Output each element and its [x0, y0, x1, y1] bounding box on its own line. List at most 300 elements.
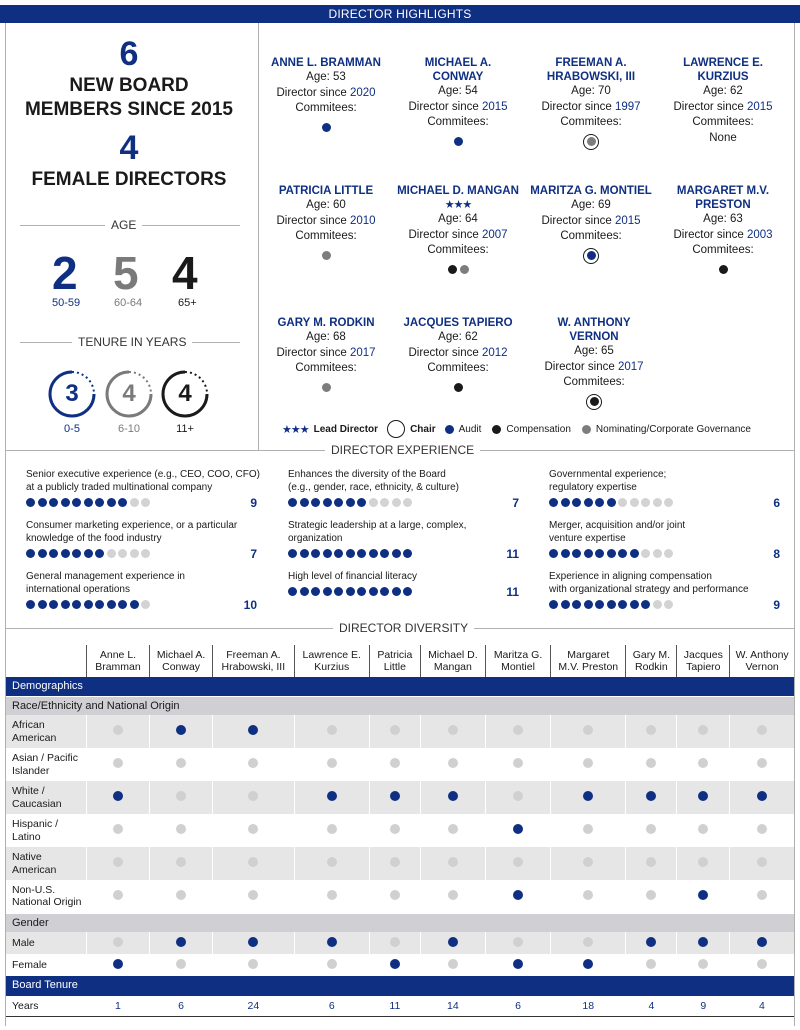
director-card-kurzius [653, 56, 793, 146]
empty-dot-icon [646, 725, 656, 735]
director-committees-label: Commitees: [563, 376, 625, 388]
director-age: Age: 62 [438, 331, 478, 343]
filled-dot-icon [49, 498, 58, 507]
filled-dot-icon [346, 587, 355, 596]
table-cell [730, 880, 794, 913]
table-cell [86, 880, 149, 913]
experience-dot-bar [26, 498, 260, 507]
filled-dot-icon [584, 600, 593, 609]
director-committees-label: Commitees: [295, 362, 357, 374]
experience-label: at a publicly traded multinational company [26, 482, 213, 493]
column-header [86, 645, 149, 677]
table-cell [677, 715, 730, 748]
table-cell [626, 814, 677, 847]
filled-dot-icon [646, 937, 656, 947]
experience-count: 7 [250, 547, 257, 561]
empty-dot-icon [327, 725, 337, 735]
row-label-line: Islander [12, 764, 50, 777]
filled-dot-icon [95, 600, 104, 609]
table-cell [369, 880, 420, 913]
legend-nominating-label: Nominating/Corporate Governance [595, 423, 751, 435]
experience-item [549, 570, 749, 609]
filled-dot-icon [176, 937, 186, 947]
filled-dot-icon [698, 791, 708, 801]
experience-label: Consumer marketing experience, or a particular [26, 520, 238, 531]
column-header [626, 645, 677, 677]
table-cell [730, 748, 794, 781]
column-header-line: Bramman [95, 661, 141, 673]
empty-dot-icon [583, 725, 593, 735]
table-cell [213, 715, 294, 748]
empty-dot-icon [327, 758, 337, 768]
empty-dot-icon [390, 857, 400, 867]
filled-dot-icon [607, 498, 616, 507]
column-header-line: Margaret [567, 648, 610, 661]
row-label-line: Latino [12, 830, 41, 843]
chair-ring-icon [586, 394, 602, 410]
empty-dot-icon [513, 758, 523, 768]
filled-dot-icon [49, 549, 58, 558]
director-age: Age: 53 [306, 71, 346, 83]
filled-dot-icon [618, 600, 627, 609]
column-header-line: Kurzius [314, 661, 350, 673]
empty-dot-icon [583, 890, 593, 900]
director-since: Director since 2015 [408, 100, 508, 113]
table-cell [551, 748, 626, 781]
empty-dot-icon [448, 758, 458, 768]
experience-label: Enhances the diversity of the Board [288, 469, 446, 480]
filled-dot-icon [38, 600, 47, 609]
tenure-label-11plus: 11+ [176, 423, 194, 435]
experience-label: Merger, acquisition and/or joint [549, 520, 686, 531]
director-committees-label: Commitees: [692, 244, 754, 256]
filled-dot-icon [757, 791, 767, 801]
empty-dot-icon [248, 824, 258, 834]
empty-dot-icon [327, 857, 337, 867]
table-cell [551, 781, 626, 814]
experience-label: Strategic leadership at a large, complex, [288, 520, 467, 531]
empty-dot-icon [664, 549, 673, 558]
empty-dot-icon [646, 857, 656, 867]
diversity-table [6, 645, 794, 1017]
lead-director-stars-icon: ★★★ [282, 423, 309, 436]
compensation-dot-icon [454, 383, 463, 392]
filled-dot-icon [288, 549, 297, 558]
filled-dot-icon [113, 791, 123, 801]
filled-dot-icon [357, 498, 366, 507]
header-blank [6, 645, 86, 677]
filled-dot-icon [72, 600, 81, 609]
filled-dot-icon [390, 959, 400, 969]
filled-dot-icon [448, 937, 458, 947]
column-header-line: Freeman A. [226, 648, 281, 661]
filled-dot-icon [113, 959, 123, 969]
chair-ring-icon [583, 248, 599, 264]
filled-dot-icon [357, 587, 366, 596]
empty-dot-icon [664, 600, 673, 609]
filled-dot-icon [390, 791, 400, 801]
row-label-line: National Origin [12, 896, 82, 909]
committee-icons [256, 249, 396, 263]
audit-dot-icon [322, 123, 331, 132]
table-row [6, 781, 794, 814]
empty-dot-icon [757, 857, 767, 867]
table-cell [485, 715, 550, 748]
director-card-mangan [388, 184, 528, 277]
filled-dot-icon [561, 549, 570, 558]
director-card-rodkin [256, 316, 396, 395]
experience-count: 7 [512, 496, 519, 510]
compensation-dot-icon [719, 265, 728, 274]
experience-count: 10 [243, 598, 257, 612]
years-cell: 24 [213, 995, 294, 1016]
empty-dot-icon [176, 791, 186, 801]
committee-icons [388, 135, 528, 149]
experience-item [288, 570, 417, 596]
table-cell [677, 814, 730, 847]
table-cell [369, 932, 420, 954]
empty-dot-icon [646, 959, 656, 969]
empty-dot-icon [698, 725, 708, 735]
legend-compensation-icon [492, 425, 501, 434]
table-cell [551, 715, 626, 748]
new-members-count: 6 [119, 35, 139, 73]
empty-dot-icon [390, 824, 400, 834]
column-header-line: Montiel [501, 661, 535, 673]
filled-dot-icon [513, 890, 523, 900]
director-since: Director since 1997 [541, 100, 641, 113]
years-cell: 18 [551, 995, 626, 1016]
director-name: MARITZA G. MONTIEL [530, 185, 652, 197]
filled-dot-icon [95, 498, 104, 507]
row-label [6, 715, 86, 748]
director-since: Director since 2015 [541, 214, 641, 227]
filled-dot-icon [95, 549, 104, 558]
column-header-row [6, 645, 794, 677]
director-age: Age: 54 [438, 85, 478, 97]
filled-dot-icon [288, 498, 297, 507]
empty-dot-icon [130, 498, 139, 507]
filled-dot-icon [334, 587, 343, 596]
director-card-bramman [256, 56, 396, 135]
experience-item [26, 570, 185, 609]
row-label [6, 781, 86, 814]
row-label [6, 954, 86, 976]
filled-dot-icon [311, 549, 320, 558]
director-since: Director since 2017 [276, 346, 376, 359]
empty-dot-icon [113, 758, 123, 768]
table-cell [213, 880, 294, 913]
director-since: Director since 2017 [544, 360, 644, 373]
filled-dot-icon [607, 549, 616, 558]
table-row [6, 954, 794, 976]
row-label-line: Non-U.S. [12, 883, 56, 896]
filled-dot-icon [630, 549, 639, 558]
filled-dot-icon [38, 549, 47, 558]
filled-dot-icon [595, 498, 604, 507]
years-cell: 4 [730, 995, 794, 1016]
table-cell [551, 932, 626, 954]
table-cell [150, 781, 213, 814]
table-cell [677, 748, 730, 781]
table-cell [485, 880, 550, 913]
director-age: Age: 60 [306, 199, 346, 211]
director-age: Age: 62 [703, 85, 743, 97]
experience-count: 9 [773, 598, 780, 612]
director-name: JACQUES TAPIERO [403, 317, 513, 329]
new-members-line2: MEMBERS SINCE 2015 [24, 99, 233, 120]
filled-dot-icon [118, 498, 127, 507]
empty-dot-icon [113, 824, 123, 834]
filled-dot-icon [334, 498, 343, 507]
filled-dot-icon [392, 587, 401, 596]
table-cell [551, 880, 626, 913]
filled-dot-icon [346, 549, 355, 558]
table-cell [213, 954, 294, 976]
filled-dot-icon [403, 587, 412, 596]
table-cell [730, 715, 794, 748]
table-cell [626, 880, 677, 913]
table-row [6, 932, 794, 954]
legend-chair-icon [387, 420, 405, 438]
table-cell [150, 814, 213, 847]
tenure-count-6-10: 4 [122, 380, 136, 407]
column-header-line: Hrabowski, III [221, 661, 286, 673]
legend-audit-icon [445, 425, 454, 434]
table-cell [730, 932, 794, 954]
compensation-dot-icon [590, 397, 599, 406]
empty-dot-icon [653, 549, 662, 558]
empty-dot-icon [113, 937, 123, 947]
row-label-line: African [12, 719, 45, 731]
gender-header-label: Gender [6, 913, 794, 932]
filled-dot-icon [595, 600, 604, 609]
table-cell [420, 880, 485, 913]
table-cell [551, 814, 626, 847]
director-card-montiel [521, 184, 661, 263]
committee-icons [256, 381, 396, 395]
table-row [6, 847, 794, 880]
director-committees-label: Commitees: [427, 362, 489, 374]
divider [794, 23, 795, 1026]
filled-dot-icon [380, 587, 389, 596]
filled-dot-icon [84, 600, 93, 609]
filled-dot-icon [248, 937, 258, 947]
table-cell [626, 715, 677, 748]
table-cell [294, 781, 369, 814]
table-cell [730, 781, 794, 814]
experience-item [288, 468, 459, 507]
table-cell [369, 781, 420, 814]
years-cell: 1 [86, 995, 149, 1016]
filled-dot-icon [572, 600, 581, 609]
filled-dot-icon [38, 498, 47, 507]
row-label-line: White / [12, 785, 45, 797]
empty-dot-icon [757, 758, 767, 768]
empty-dot-icon [653, 600, 662, 609]
table-cell [369, 847, 420, 880]
empty-dot-icon [141, 498, 150, 507]
table-cell [150, 932, 213, 954]
experience-dot-bar [549, 600, 749, 609]
filled-dot-icon [607, 600, 616, 609]
filled-dot-icon [72, 498, 81, 507]
director-age: Age: 69 [571, 199, 611, 211]
legend-lead-label: Lead Director [313, 423, 379, 435]
row-label [6, 847, 86, 880]
column-header [485, 645, 550, 677]
table-cell [626, 781, 677, 814]
table-cell [485, 814, 550, 847]
table-row [6, 748, 794, 781]
experience-dot-bar [288, 587, 417, 596]
director-committees-label: Commitees: [560, 116, 622, 128]
row-label [6, 932, 86, 954]
director-age: Age: 68 [306, 331, 346, 343]
table-cell [213, 814, 294, 847]
table-cell [294, 748, 369, 781]
age-label-65plus: 65+ [178, 297, 197, 309]
filled-dot-icon [346, 498, 355, 507]
table-cell [485, 954, 550, 976]
empty-dot-icon [757, 890, 767, 900]
empty-dot-icon [448, 890, 458, 900]
filled-dot-icon [549, 600, 558, 609]
experience-label: General management experience in [26, 571, 185, 582]
experience-dot-bar [26, 600, 185, 609]
experience-count: 11 [506, 547, 519, 561]
director-name: ANNE L. BRAMMAN [271, 57, 381, 69]
empty-dot-icon [698, 857, 708, 867]
row-label-line: Native [12, 851, 42, 863]
empty-dot-icon [513, 937, 523, 947]
column-header-line: Tapiero [686, 661, 721, 673]
filled-dot-icon [300, 549, 309, 558]
age-label-50-59: 50-59 [52, 297, 81, 309]
empty-dot-icon [448, 824, 458, 834]
column-header [213, 645, 294, 677]
audit-dot-icon [587, 251, 596, 260]
diversity-title: DIRECTOR DIVERSITY [333, 621, 474, 635]
filled-dot-icon [327, 791, 337, 801]
table-cell [485, 748, 550, 781]
empty-dot-icon [130, 549, 139, 558]
empty-dot-icon [698, 824, 708, 834]
empty-dot-icon [176, 758, 186, 768]
table-cell [150, 880, 213, 913]
filled-dot-icon [61, 549, 70, 558]
table-cell [420, 715, 485, 748]
filled-dot-icon [595, 549, 604, 558]
row-label [6, 748, 86, 781]
age-count-65plus: 4 [172, 247, 198, 299]
empty-dot-icon [107, 549, 116, 558]
director-age: Age: 70 [571, 85, 611, 97]
empty-dot-icon [113, 890, 123, 900]
table-cell [420, 847, 485, 880]
years-cell: 6 [294, 995, 369, 1016]
experience-dot-bar [549, 498, 673, 507]
empty-dot-icon [641, 498, 650, 507]
race-header [6, 696, 794, 715]
legend-nominating-icon [582, 425, 591, 434]
filled-dot-icon [630, 600, 639, 609]
table-cell [294, 932, 369, 954]
experience-label: Experience in aligning compensation [549, 571, 712, 582]
filled-dot-icon [300, 587, 309, 596]
row-label-line: Hispanic / [12, 818, 59, 830]
filled-dot-icon [583, 791, 593, 801]
table-cell [369, 814, 420, 847]
empty-dot-icon [327, 959, 337, 969]
filled-dot-icon [561, 600, 570, 609]
age-count-50-59: 2 [52, 247, 78, 299]
filled-dot-icon [26, 600, 35, 609]
table-cell [420, 748, 485, 781]
director-committees-label: Commitees: [295, 102, 357, 114]
director-committees-label: Commitees: [295, 230, 357, 242]
empty-dot-icon [698, 959, 708, 969]
years-label: Years [6, 995, 86, 1016]
empty-dot-icon [757, 959, 767, 969]
director-committees-label: Commitees: [560, 230, 622, 242]
years-cell: 9 [677, 995, 730, 1016]
director-name: PATRICIA LITTLE [278, 185, 374, 197]
empty-dot-icon [327, 824, 337, 834]
column-header [150, 645, 213, 677]
filled-dot-icon [549, 498, 558, 507]
director-card-conway [388, 56, 528, 149]
experience-count: 9 [250, 496, 257, 510]
empty-dot-icon [369, 498, 378, 507]
filled-dot-icon [84, 498, 93, 507]
director-name: LAWRENCE E. KURZIUS [683, 57, 763, 83]
experience-label: with organizational strategy and performance [549, 584, 749, 595]
filled-dot-icon [176, 725, 186, 735]
table-cell [626, 932, 677, 954]
filled-dot-icon [646, 791, 656, 801]
column-header-line: Jacques [683, 648, 723, 661]
chair-ring-icon [583, 134, 599, 150]
experience-dot-bar [288, 549, 466, 558]
table-cell [626, 847, 677, 880]
empty-dot-icon [448, 725, 458, 735]
director-age: Age: 64 [438, 213, 478, 225]
filled-dot-icon [26, 549, 35, 558]
table-cell [420, 932, 485, 954]
column-header-line: M.V. Preston [558, 661, 619, 673]
column-header [420, 645, 485, 677]
empty-dot-icon [630, 498, 639, 507]
empty-dot-icon [583, 857, 593, 867]
female-count: 4 [119, 129, 139, 167]
director-card-tapiero [388, 316, 528, 395]
director-since: Director since 2007 [408, 228, 508, 241]
table-cell [677, 781, 730, 814]
experience-item [549, 519, 685, 558]
years-cell: 6 [485, 995, 550, 1016]
filled-dot-icon [380, 549, 389, 558]
table-cell [213, 847, 294, 880]
committee-icons [524, 395, 664, 409]
empty-dot-icon [390, 937, 400, 947]
table-cell [86, 954, 149, 976]
director-since: Director since 2012 [408, 346, 508, 359]
filled-dot-icon [327, 937, 337, 947]
table-cell [420, 954, 485, 976]
filled-dot-icon [49, 600, 58, 609]
experience-item [26, 468, 260, 507]
